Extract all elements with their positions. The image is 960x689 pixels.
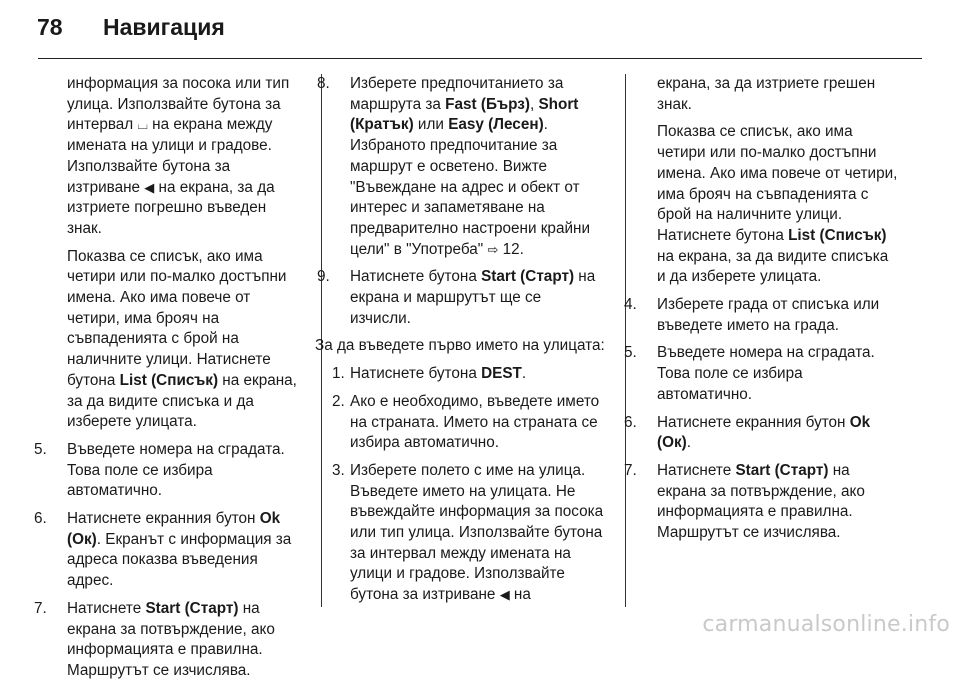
column-divider — [625, 74, 626, 607]
paragraph: екрана, за да изтриете грешен знак. — [657, 75, 876, 113]
list-item: 6. Натиснете екранния бутон Ok (Ок). — [624, 413, 871, 452]
page-reference-icon: ⇨ — [487, 241, 499, 257]
watermark: carmanualsonline.info — [702, 612, 950, 637]
column-1 — [34, 74, 302, 689]
paragraph: информация за посока или тип улица. Използвайте бутона за интервал ⌴ на екрана между имената на улици и градове. Използвайте бутона за изтриване ◀ на екрана, за да изтриете погрешно въведен знак. — [67, 75, 290, 237]
list-item: 8. Изберете предпочитанието за маршрута за Fast (Бърз), Short (Кратък) или Easy (Лесен). Избраното предпочитание за маршрут е осветено. Вижте "Въвеждане на адрес и обект от интерес и запаметяване на предварително настроени крайни цели" в "Употреба" ⇨ 12. — [317, 75, 590, 258]
paragraph: Показва се списък, ако има четири или по-малко достъпни имена. Ако има повече от четири, има брояч на съвпаденията с брой на наличните улици. Натиснете бутона List (Списък) на екрана, за да видите списъка и да изберете улицата. — [657, 123, 898, 286]
section-intro: За да въведете първо името на улицата: — [315, 337, 605, 355]
header-rule — [38, 58, 922, 59]
delete-arrow-icon: ◀ — [144, 179, 155, 195]
list-item: 4. Изберете града от списъка или въведете името на града. — [624, 296, 880, 334]
page-title: Навигация — [103, 14, 225, 40]
paragraph: Показва се списък, ако има четири или по-малко достъпни имена. Ако има повече от четири, има брояч на съвпаденията с брой на наличните улици. Натиснете бутона List (Списък) на екрана, за да видите списъка и да изберете улицата. — [67, 247, 297, 431]
list-item: 6. Натиснете екранния бутон Ok (Ок). Екранът с информация за адреса показва въведения адрес. — [34, 510, 292, 590]
delete-arrow-icon: ◀ — [499, 587, 510, 603]
list-item: 5. Въведете номера на сградата. Това поле се избира автоматично. — [624, 344, 875, 403]
list-item: 5. Въведете номера на сградата. Това поле се избира автоматично. — [34, 440, 285, 500]
list-item: 7. Натиснете Start (Старт) на екрана за потвърждение, ако информацията е правилна. Маршрутът се изчислява. — [624, 461, 865, 542]
page-number: 78 — [37, 14, 63, 40]
list-item: 2. Ако е необходимо, въведете името на страната. Името на страната се избира автоматично. — [332, 392, 600, 452]
list-item: 3. Изберете полето с име на улица. Въведете името на улицата. Не въвеждайте информация за посока или тип улица. Използвайте бутона за интервал между имената на улици и градове. Използвайте бутона за изтриване ◀ на — [332, 461, 604, 604]
column-2 — [315, 74, 605, 613]
list-item: 9. Натиснете бутона Start (Старт) на екрана и маршрутът ще се изчисли. — [317, 268, 596, 327]
space-key-icon: ⌴ — [137, 117, 148, 133]
list-item: 1. Натиснете бутона DEST. — [332, 365, 527, 383]
list-item: 7. Натиснете Start (Старт) на екрана за потвърждение, ако информацията е правилна. Маршрутът се изчислява. — [34, 599, 275, 679]
column-3 — [624, 74, 900, 551]
